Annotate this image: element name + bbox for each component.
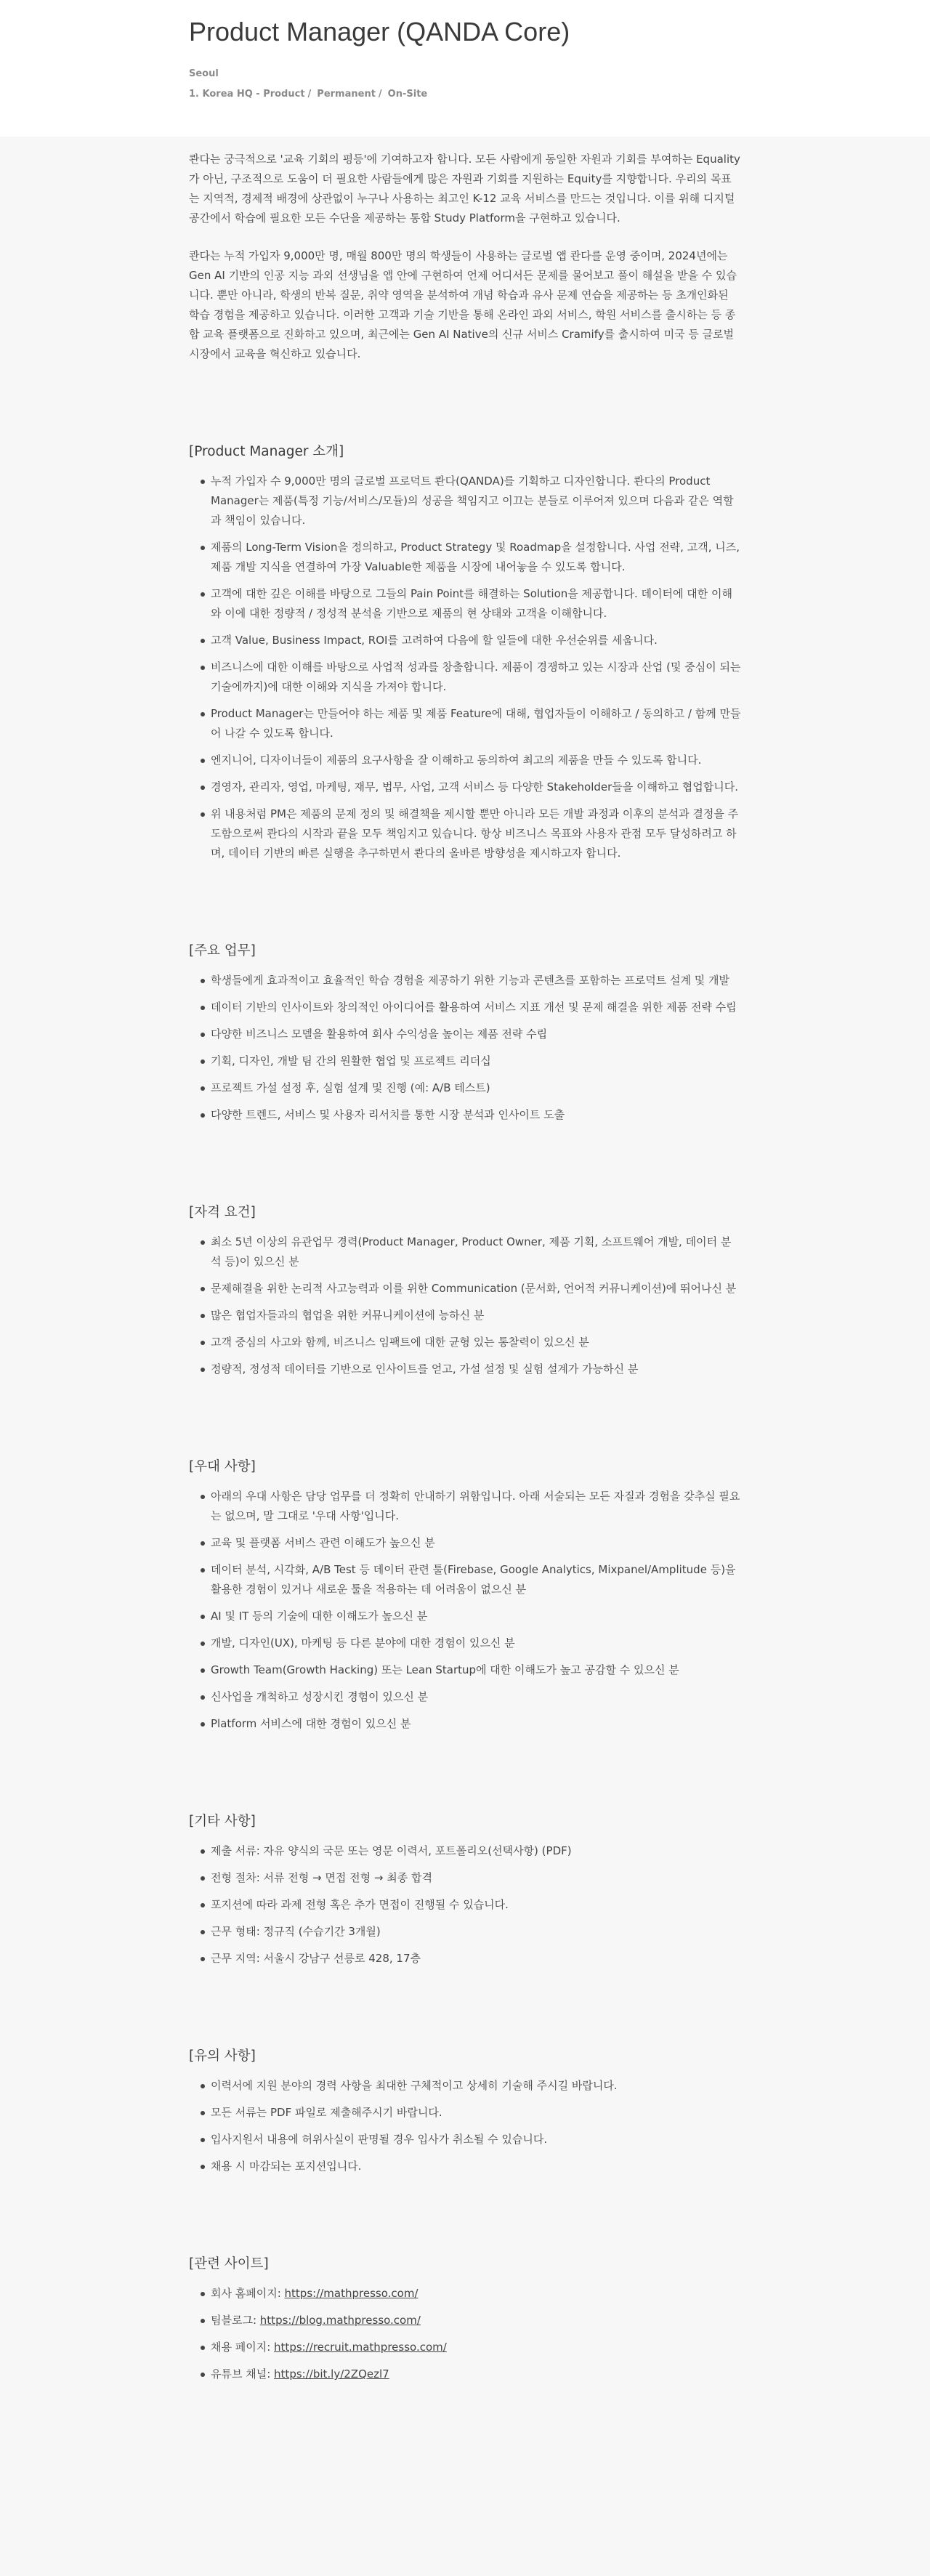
list-item: 데이터 기반의 인사이트와 창의적인 아이디어를 활용하여 서비스 지표 개선 및 문제 해결을 위한 제품 전략 수립 — [201, 998, 741, 1017]
link-item — [201, 2311, 741, 2330]
list-item: 위 내용처럼 PM은 제품의 문제 정의 및 해결책을 제시할 뿐만 아니라 모든 개발 과정과 이후의 분석과 결정을 주도함으로써 콴다의 시작과 끝을 모두 책임지고 있습니다. 항상 비즈니스 목표와 사용자 관점 모두 달성하려고 하며, 데이터 기반의 빠른 실행을 추구하면서 콴다의 올바른 방향성을 제시하고자 합니다. — [201, 804, 741, 863]
list-item: 고객에 대한 깊은 이해를 바탕으로 그들의 Pain Point를 해결하는 Solution을 제공합니다. 데이터에 대한 이해와 이에 대한 정량적 / 정성적 분석을 기반으로 제품의 현 상태와 고객을 이해합니다. — [201, 584, 741, 623]
list-item: 다양한 트렌드, 서비스 및 사용자 리서치를 통한 시장 분석과 인사이트 도출 — [201, 1105, 741, 1125]
link-label: 유튜브 채널: — [211, 2367, 275, 2381]
list-item: 고객 Value, Business Impact, ROI를 고려하여 다음에 할 일들에 대한 우선순위를 세웁니다. — [201, 631, 741, 650]
list-item: 근무 형태: 정규직 (수습기간 3개월) — [201, 1922, 741, 1942]
list-item: 개발, 디자인(UX), 마케팅 등 다른 분야에 대한 경험이 있으신 분 — [201, 1634, 741, 1653]
section-title: [Product Manager 소개] — [189, 444, 344, 459]
external-link[interactable]: https://blog.mathpresso.com/ — [259, 2314, 421, 2327]
job-section — [189, 1203, 741, 1379]
list-item: 제출 서류: 자유 양식의 국문 또는 영문 이력서, 포트폴리오(선택사항) (PDF) — [201, 1841, 741, 1861]
job-team: 1. Korea HQ - Product — [189, 89, 305, 100]
job-section — [189, 1812, 741, 1969]
job-meta — [189, 87, 930, 102]
list-item: 제품의 Long-Term Vision을 정의하고, Product Strategy 및 Roadmap을 설정합니다. 사업 전략, 고객, 니즈, 제품 개발 지식을 연결하여 가장 Valuable한 제품을 시장에 내어놓을 수 있도록 합니다. — [201, 538, 741, 577]
section-title: [주요 업무] — [189, 943, 256, 958]
list-item: 많은 협업자들과의 협업을 위한 커뮤니케이션에 능하신 분 — [201, 1306, 741, 1325]
job-section — [189, 1457, 741, 1734]
section-title: [관련 사이트] — [189, 2256, 269, 2272]
list-item: 프로젝트 가설 설정 후, 실험 설계 및 진행 (예: A/B 테스트) — [201, 1078, 741, 1098]
job-commitment: Permanent — [317, 89, 376, 100]
list-item: 다양한 비즈니스 모델을 활용하여 회사 수익성을 높이는 제품 전략 수립 — [201, 1025, 741, 1044]
list-item: 최소 5년 이상의 유관업무 경력(Product Manager, Product Owner, 제품 기획, 소프트웨어 개발, 데이터 분석 등)이 있으신 분 — [201, 1232, 741, 1272]
list-item: 이력서에 지원 분야의 경력 사항을 최대한 구체적이고 상세히 기술해 주시길 바랍니다. — [201, 2076, 741, 2096]
job-description — [189, 137, 741, 2420]
bullet-list — [189, 1232, 741, 1379]
list-item: Product Manager는 만들어야 하는 제품 및 제품 Feature에 대해, 협업자들이 이해하고 / 동의하고 / 함께 만들어 나갈 수 있도록 합니다. — [201, 704, 741, 743]
intro-paragraph: 콴다는 누적 가입자 9,000만 명, 매월 800만 명의 학생들이 사용하는 글로벌 앱 콴다를 운영 중이며, 2024년에는 Gen AI 기반의 인공 지능 과외 선생님을 앱 안에 구현하여 언제 어디서든 문제를 물어보고 풀이 해설을 받을 수 있습니다. 뿐만 아니라, 학생의 반복 질문, 취약 영역을 분석하여 개념 학습과 유사 문제 연습을 제공하는 등 초개인화된 학습 경험을 제공하고 있습니다. 이러한 고객과 기술 기반을 통해 온라인 과외 서비스, 학원 서비스를 출시하는 등 종합 교육 플랫폼으로 진화하고 있으며, 최근에는 Gen AI Native의 신규 서비스 Cramify를 출시하여 미국 등 글로벌 시장에서 교육을 혁신하고 있습니다. — [189, 249, 737, 360]
link-item — [201, 2284, 741, 2304]
meta-separator: / — [307, 89, 312, 100]
list-item: 데이터 분석, 시각화, A/B Test 등 데이터 관련 툴(Firebase, Google Analytics, Mixpanel/Amplitude 등)을 활용한 경험이 있거나 새로운 툴을 적용하는 데 어려움이 없으신 분 — [201, 1560, 741, 1599]
list-item: AI 및 IT 등의 기술에 대한 이해도가 높으신 분 — [201, 1607, 741, 1626]
job-section — [189, 442, 741, 863]
external-link[interactable]: https://mathpresso.com/ — [284, 2287, 418, 2300]
bullet-list — [189, 971, 741, 1125]
list-item: 누적 가입자 수 9,000만 명의 글로벌 프로덕트 콴다(QANDA)를 기획하고 디자인합니다. 콴다의 Product Manager는 제품(특정 기능/서비스/모듈)의 성공을 책임지고 이끄는 분들로 이루어져 있으며 다음과 같은 역할과 책임이 있습니다. — [201, 472, 741, 530]
job-section — [189, 2046, 741, 2176]
link-item — [201, 2338, 741, 2357]
section-title: [자격 요건] — [189, 1205, 256, 1220]
job-location: Seoul — [189, 68, 219, 79]
list-item: 전형 절차: 서류 전형 → 면접 전형 → 최종 합격 — [201, 1868, 741, 1888]
page-title: Product Manager (QANDA Core) — [189, 17, 570, 47]
list-item: Growth Team(Growth Hacking) 또는 Lean Startup에 대한 이해도가 높고 공감할 수 있으신 분 — [201, 1660, 741, 1680]
list-item: 문제해결을 위한 논리적 사고능력과 이를 위한 Communication (문서화, 언어적 커뮤니케이션)에 뛰어나신 분 — [201, 1279, 741, 1299]
list-item: 포지션에 따라 과제 전형 혹은 추가 면접이 진행될 수 있습니다. — [201, 1895, 741, 1915]
link-item — [201, 2365, 741, 2384]
job-workplace: On-Site — [387, 89, 428, 100]
link-label: 채용 페이지: — [211, 2341, 275, 2354]
external-link[interactable]: https://bit.ly/2ZQezl7 — [274, 2367, 389, 2381]
list-item: 경영자, 관리자, 영업, 마케팅, 재무, 법무, 사업, 고객 서비스 등 다양한 Stakeholder들을 이해하고 협업합니다. — [201, 778, 741, 797]
list-item: 모든 서류는 PDF 파일로 제출해주시기 바랍니다. — [201, 2103, 741, 2123]
list-item: 정량적, 정성적 데이터를 기반으로 인사이트를 얻고, 가설 설정 및 실험 설계가 가능하신 분 — [201, 1360, 741, 1379]
list-item: 아래의 우대 사항은 담당 업무를 더 정확히 안내하기 위함입니다. 아래 서술되는 모든 자질과 경험을 갖추실 필요는 없으며, 말 그대로 '우대 사항'입니다. — [201, 1487, 741, 1526]
job-sections — [189, 442, 741, 2176]
list-item: 기획, 디자인, 개발 팀 간의 원활한 협업 및 프로젝트 리더십 — [201, 1051, 741, 1071]
job-header — [0, 0, 930, 137]
section-title: [유의 사항] — [189, 2048, 256, 2064]
link-label: 회사 홈페이지: — [211, 2287, 285, 2300]
meta-separator: / — [378, 89, 382, 100]
list-item: 신사업을 개척하고 성장시킨 경험이 있으신 분 — [201, 1687, 741, 1707]
bullet-list — [189, 1487, 741, 1734]
external-link[interactable]: https://recruit.mathpresso.com/ — [274, 2341, 447, 2354]
links-list — [189, 2284, 741, 2384]
list-item: 근무 지역: 서울시 강남구 선릉로 428, 17층 — [201, 1949, 741, 1969]
intro-paragraph: 콴다는 궁극적으로 '교육 기회의 평등'에 기여하고자 합니다. 모든 사람에게 동일한 자원과 기회를 부여하는 Equality가 아닌, 구조적으로 도움이 더 필요한 사람들에게 많은 자원과 기회를 지원하는 Equity를 지향합니다. 우리의 목표는 지역적, 경제적 배경에 상관없이 누구나 사용하는 최고인 K-12 교육 서비스를 만드는 것입니다. 이를 위해 디지털 공간에서 학습에 필요한 모든 수단을 제공하는 통합 Study Platform을 구현하고 있습니다. — [189, 153, 740, 225]
links-section — [189, 2254, 741, 2384]
list-item: 엔지니어, 디자이너들이 제품의 요구사항을 잘 이해하고 동의하여 최고의 제품을 만들 수 있도록 합니다. — [201, 751, 741, 770]
list-item: Platform 서비스에 대한 경험이 있으신 분 — [201, 1714, 741, 1734]
list-item: 입사지원서 내용에 허위사실이 판명될 경우 입사가 취소될 수 있습니다. — [201, 2130, 741, 2149]
list-item: 채용 시 마감되는 포지션입니다. — [201, 2157, 741, 2176]
link-label: 팀블로그: — [211, 2314, 260, 2327]
list-item: 교육 및 플랫폼 서비스 관련 이해도가 높으신 분 — [201, 1533, 741, 1553]
list-item: 학생들에게 효과적이고 효율적인 학습 경험을 제공하기 위한 기능과 콘텐츠를 포함하는 프로덕트 설계 및 개발 — [201, 971, 741, 990]
bullet-list — [189, 2076, 741, 2176]
job-section — [189, 941, 741, 1125]
list-item: 고객 중심의 사고와 함께, 비즈니스 임팩트에 대한 균형 있는 통찰력이 있으신 분 — [201, 1333, 741, 1352]
list-item: 비즈니스에 대한 이해를 바탕으로 사업적 성과를 창출합니다. 제품이 경쟁하고 있는 시장과 산업 (및 중심이 되는 기술에까지)에 대한 이해와 지식을 가져야 합니다. — [201, 658, 741, 697]
section-title: [우대 사항] — [189, 1459, 256, 1474]
bullet-list — [189, 1841, 741, 1969]
bullet-list — [189, 472, 741, 863]
section-title: [기타 사항] — [189, 1814, 256, 1829]
